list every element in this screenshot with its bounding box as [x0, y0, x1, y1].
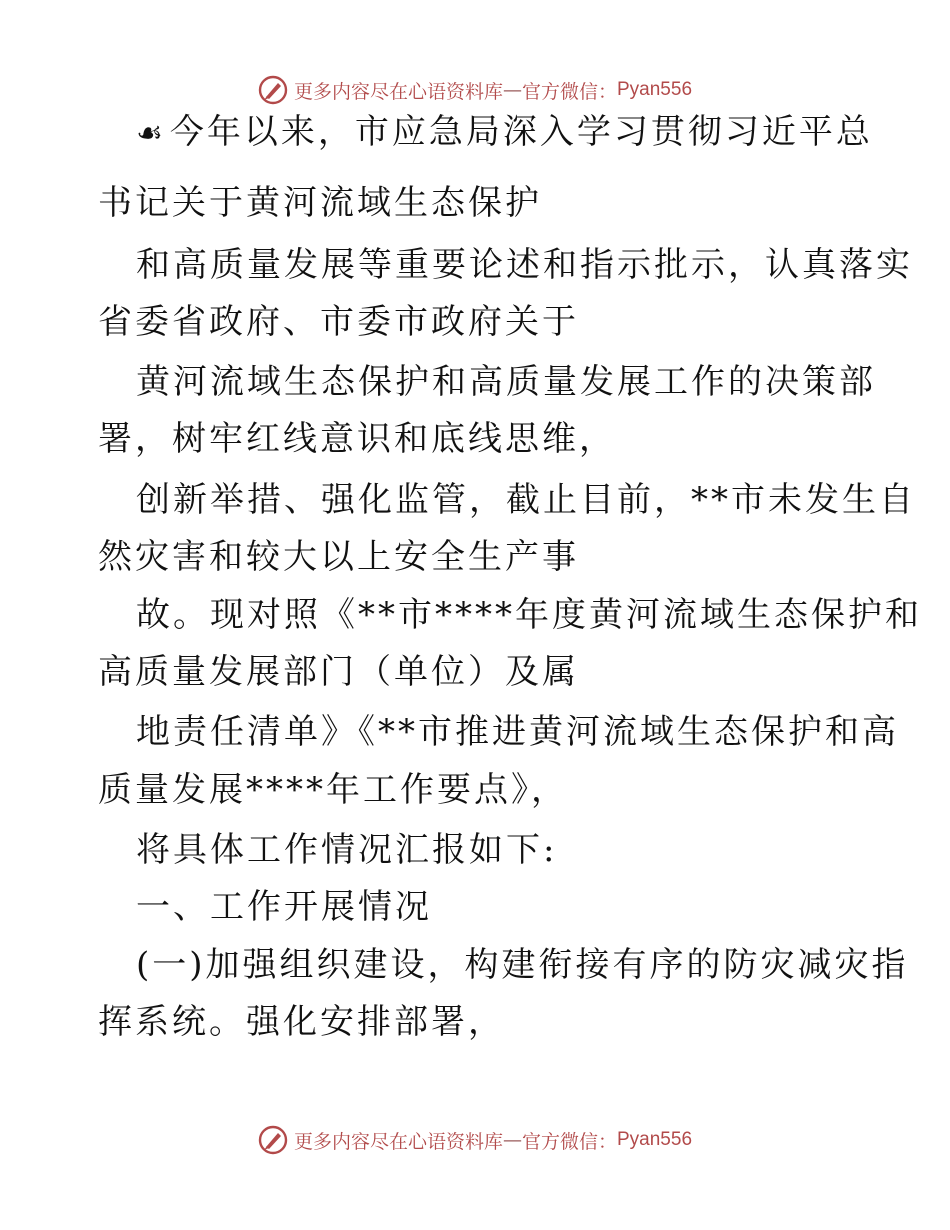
watermark-text: 更多内容尽在心语资料库 [293, 1130, 503, 1153]
document-line: 书记关于黄河流域生态保护 [98, 183, 542, 223]
watermark-header [0, 70, 950, 110]
document-line: 挥系统。强化安排部署， [98, 1002, 505, 1042]
document-line: ☙ 今年以来，市应急局深入学习贯彻习近平总 [136, 112, 873, 152]
document-line: 高质量发展部门（单位）及属 [98, 652, 579, 692]
watermark-contact-label: 官方微信： [521, 1130, 617, 1153]
document-line: 省委省政府、市委市政府关于 [98, 302, 579, 342]
watermark-separator: — [502, 79, 522, 101]
watermark-text: 更多内容尽在心语资料库 [293, 80, 503, 103]
pen-logo-icon [258, 75, 288, 105]
document-line: 将具体工作情况汇报如下: [136, 830, 558, 870]
watermark-footer [0, 1120, 950, 1160]
watermark-contact-id: Pyan556 [617, 79, 693, 100]
watermark-contact-id: Pyan556 [617, 1129, 693, 1150]
pen-logo-icon [258, 1125, 288, 1155]
section-heading: 一、工作开展情况 [136, 887, 432, 927]
document-line: 创新举措、强化监管，截止目前，**市未发生自 [136, 480, 916, 520]
subsection-heading: (一)加强组织建设，构建衔接有序的防灾减灾指 [136, 945, 909, 985]
watermark-contact-label: 官方微信： [521, 80, 617, 103]
flourish-icon: ☙ [136, 116, 166, 151]
document-line: 地责任清单》《**市推进黄河流域生态保护和高 [136, 712, 899, 752]
document-line: 质量发展****年工作要点》， [98, 770, 568, 810]
watermark-separator: — [502, 1129, 522, 1151]
document-line: 然灾害和较大以上安全生产事 [98, 537, 579, 577]
document-line: 和高质量发展等重要论述和指示批示，认真落实 [136, 245, 913, 285]
document-line: 黄河流域生态保护和高质量发展工作的决策部 [136, 362, 876, 402]
document-line: 故。现对照《**市****年度黄河流域生态保护和 [136, 595, 922, 635]
document-line: 署，树牢红线意识和底线思维， [98, 419, 616, 459]
